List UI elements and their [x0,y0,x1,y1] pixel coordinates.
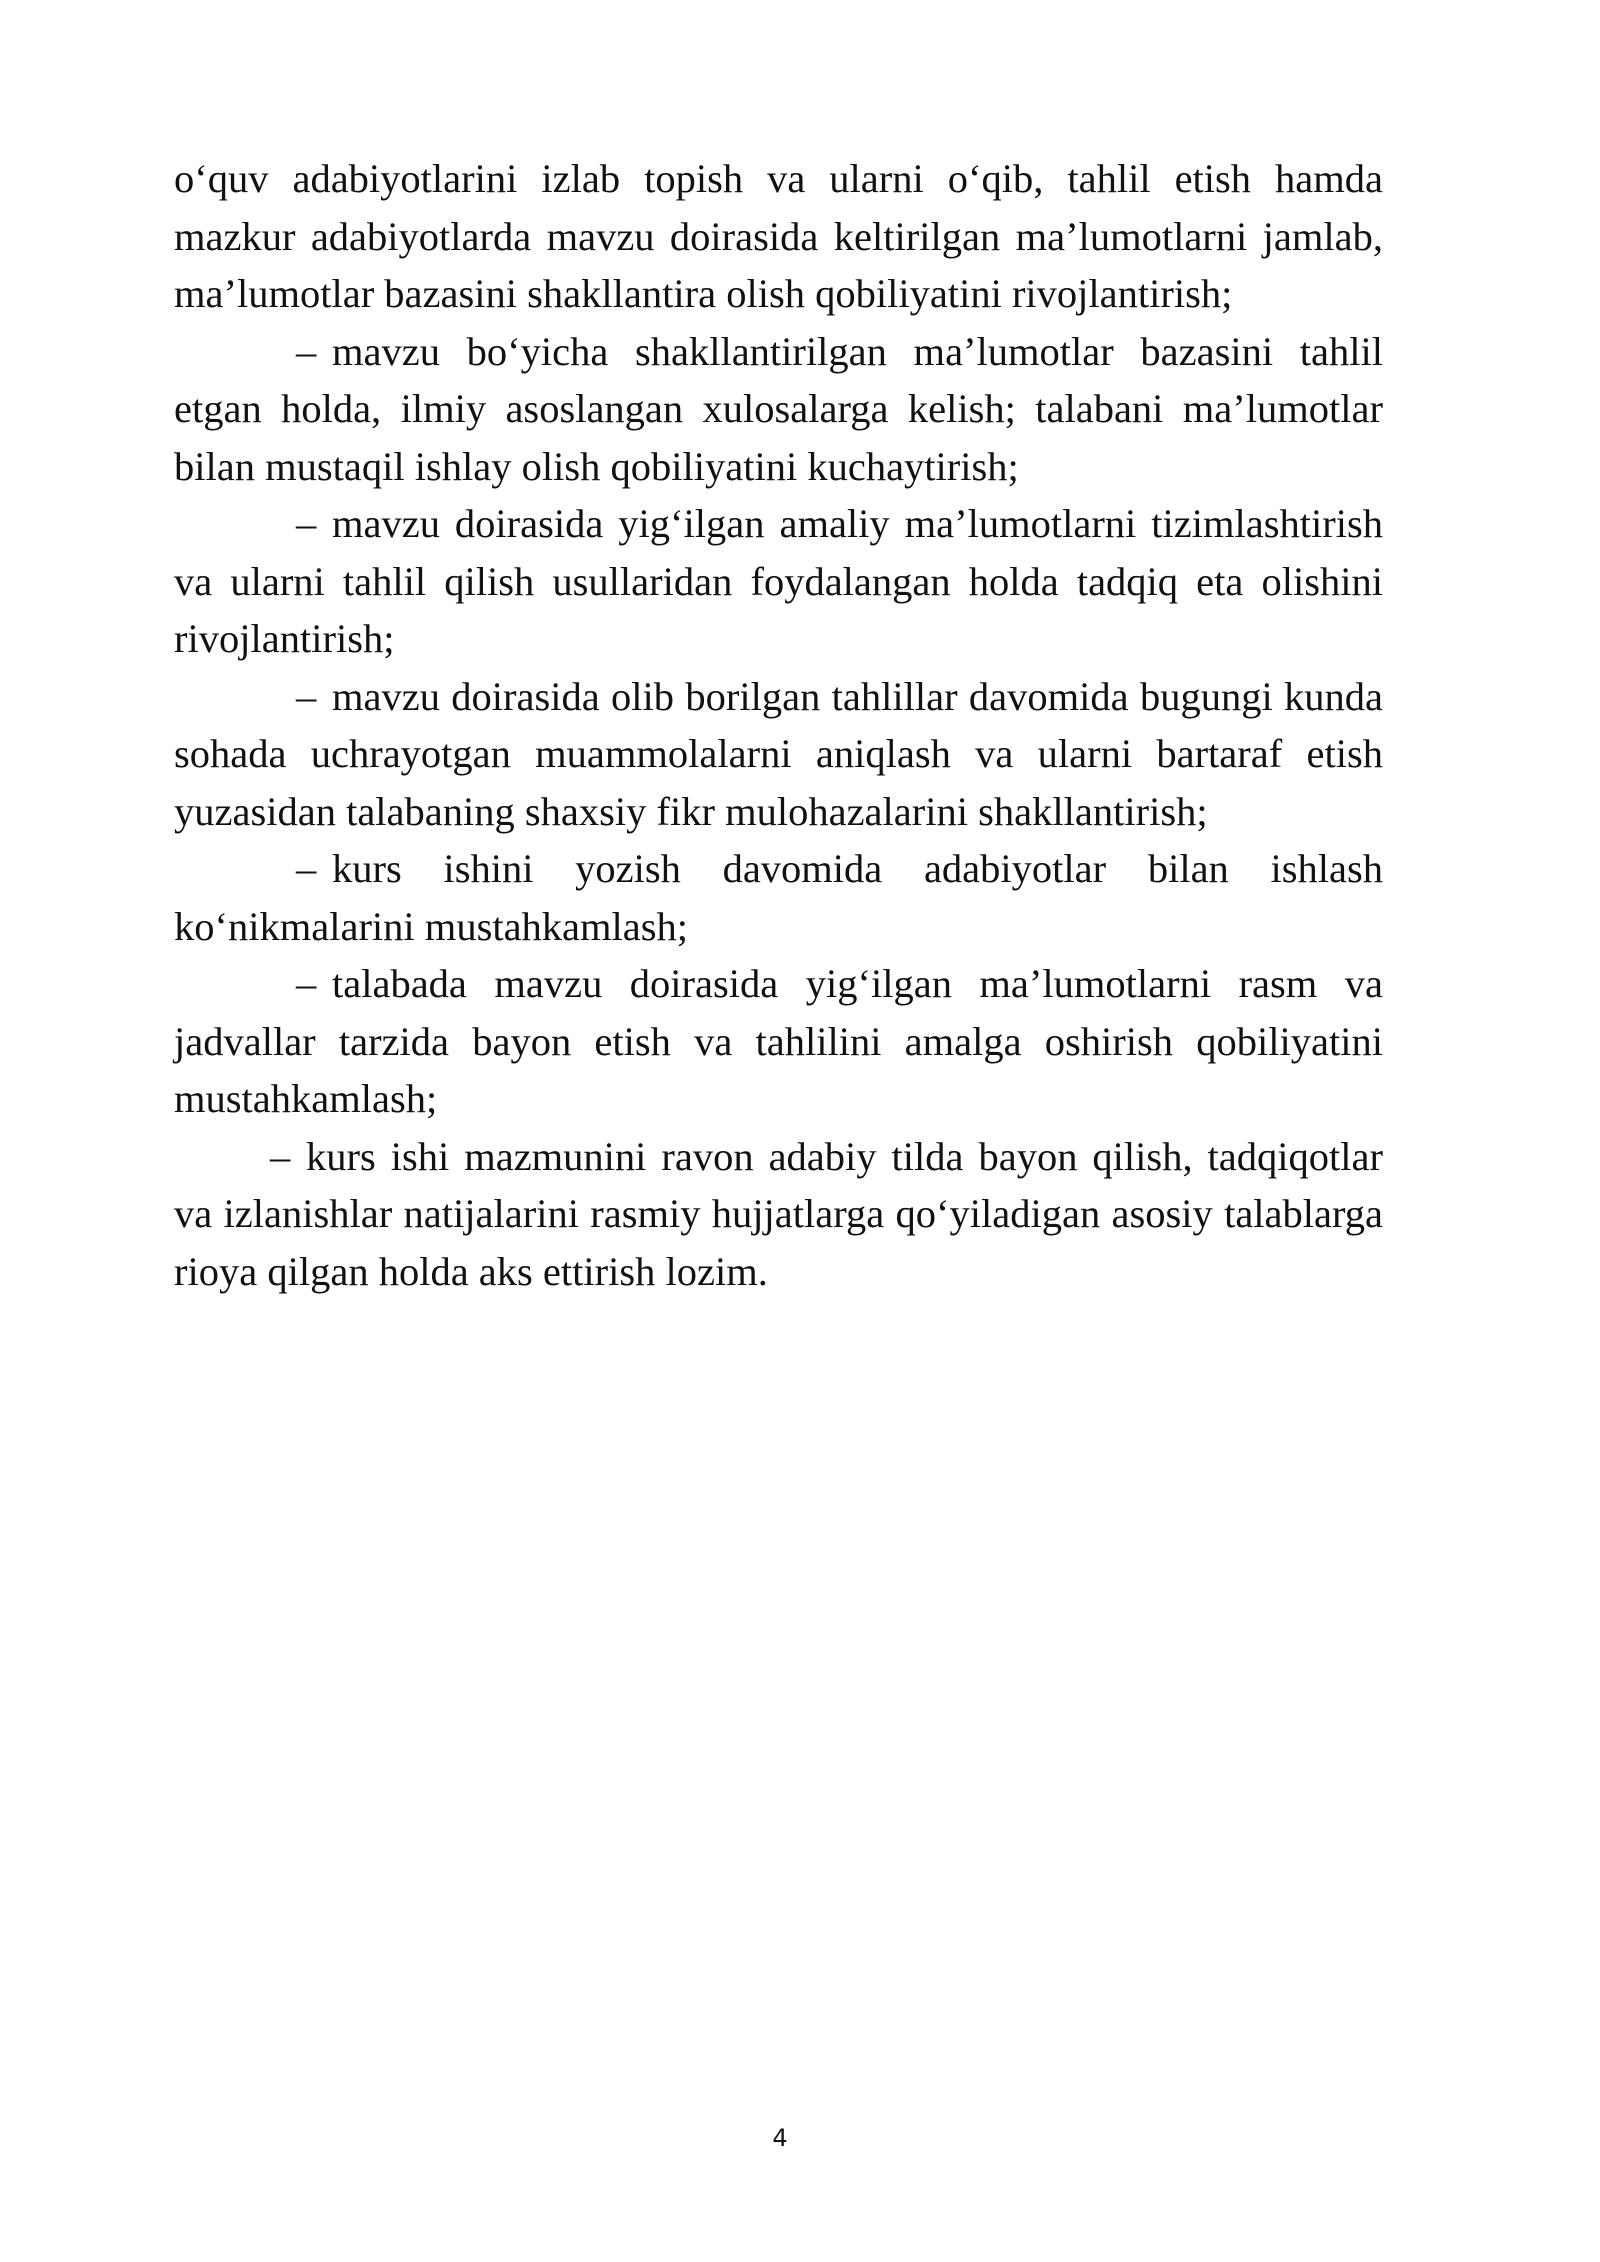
list-item [174,668,1383,841]
list-item [174,840,1383,955]
list-item [174,1128,1383,1301]
list-item-text: mavzu doirasida yig‘ilgan amaliy ma’lumotlarni tizimlashtirish va ularni tahlil qilish usullaridan foydalangan holda tadqiq eta olishini rivojlantirish; [174,501,1383,661]
list-item [174,955,1383,1128]
list-dash: – [296,961,317,1006]
intro-paragraph: o‘quv adabiyotlarini izlab topish va ularni o‘qib, tahlil etish hamda mazkur adabiyotlarda mavzu doirasida keltirilgan ma’lumotlarni jamlab, ma’lumotlar bazasini shakllantira olish qobiliyatini rivojlantirish; [174,156,1383,316]
list-item [174,323,1383,496]
list-item [174,495,1383,668]
list-dash: – [270,1133,291,1179]
list-dash: – [296,673,317,719]
body-text [174,150,1383,1300]
list-dash: – [296,846,317,891]
list-item-text: kurs ishi mazmunini ravon adabiy tilda bayon qilish, tadqiqotlar va izlanishlar natijalarini rasmiy hujjatlarga qo‘yiladigan asosiy talablarga rioya qilgan holda aks ettirish lozim. [174,1133,1383,1294]
list-item-text: mavzu bo‘yicha shakllantirilgan ma’lumotlar bazasini tahlil etgan holda, ilmiy asoslangan xulosalarga kelish; talabani ma’lumotlar bilan mustaqil ishlay olish qobiliyatini kuchaytirish; [174,328,1383,489]
list-item-text: mavzu doirasida olib borilgan tahlillar davomida bugungi kunda sohada uchrayotgan muammolalarni aniqlash va ularni bartaraf etish yuzasidan talabaning shaxsiy fikr mulohazalarini shakllantirish; [174,673,1383,834]
list-item-text: talabada mavzu doirasida yig‘ilgan ma’lumotlarni rasm va jadvallar tarzida bayon etish va tahlilini amalga oshirish qobiliyatini mustahkamlash; [174,961,1383,1121]
list-dash: – [296,328,317,374]
list-dash: – [296,501,317,546]
list-item-text: kurs ishini yozish davomida adabiyotlar bilan ishlash ko‘nikmalarini mustahkamlash; [174,846,1383,949]
page-number: 4 [772,2124,788,2152]
